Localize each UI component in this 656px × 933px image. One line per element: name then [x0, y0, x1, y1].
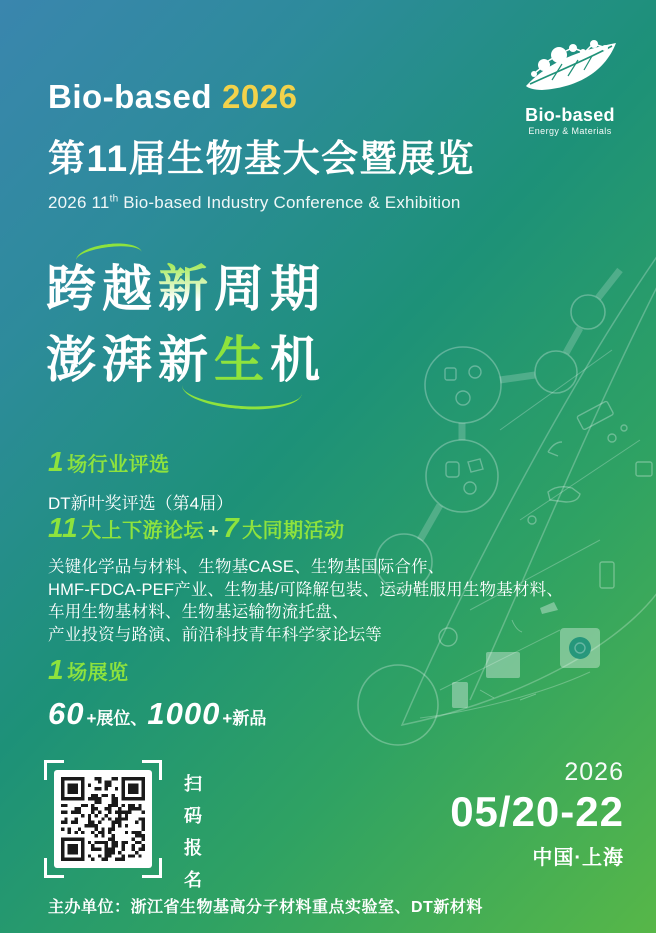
activities-count: 7: [223, 512, 240, 543]
scan-to-register-label: [184, 770, 203, 892]
header: [48, 78, 475, 213]
exhibition-count: 1: [48, 654, 65, 685]
scan-char: 报: [184, 838, 203, 858]
forums-topic-line: 产业投资与路演、前沿科技青年科学家论坛等: [48, 625, 382, 644]
award-heading: [48, 446, 233, 478]
award-heading-text: 场行业评选: [67, 454, 170, 476]
slogan-line1-accent: 新: [158, 261, 214, 317]
slogan-line2-accent: 生: [214, 332, 270, 388]
subtitle-prefix: 2026 11: [48, 193, 110, 212]
slogan-line2-a: 澎湃新: [46, 332, 214, 388]
slogan-line2-b: 机: [270, 332, 326, 388]
forums-topic-line: 车用生物基材料、生物基运输物流托盘、: [48, 603, 349, 621]
leaf-outline-decoration: [402, 255, 656, 725]
scan-char: 名: [184, 870, 203, 890]
exhibition-heading-text: 场展览: [67, 662, 129, 684]
forums-count: 11: [48, 512, 79, 543]
event-year: 2026: [564, 758, 624, 786]
molecule-chain-decoration: [358, 270, 620, 745]
brand-logo: [512, 32, 628, 136]
forums-topic-line: HMF-FDCA-PEF产业、生物基/可降解包装、运动鞋服用生物基材料、: [48, 580, 564, 599]
event-title-cn: 第11届生物基大会暨展览: [48, 138, 476, 179]
forums-topic-line: 关键化学品与材料、生物基CASE、生物基国际合作、: [48, 558, 445, 576]
product-label: +新品: [222, 709, 267, 728]
scan-char: 扫: [184, 774, 203, 794]
exhibition-stats: [48, 696, 266, 732]
section-award: [48, 446, 233, 514]
slogan-line1-b: 周期: [214, 261, 326, 317]
slogan-line1: [46, 254, 326, 325]
logo-name: Bio-based: [525, 105, 615, 125]
exhibition-heading: [48, 654, 266, 686]
event-dates: 05/20-22: [450, 788, 624, 835]
leaf-molecule-logo-icon: [518, 32, 622, 98]
slogan-line1-a: 跨越: [46, 261, 158, 317]
event-brand-title: [48, 78, 475, 116]
forums-heading-text: 大上下游论坛: [81, 520, 205, 542]
award-count: 1: [48, 446, 65, 477]
section-exhibition: [48, 654, 266, 732]
slogan: [46, 254, 326, 396]
booth-label: +展位、: [86, 709, 148, 728]
award-detail: DT新叶奖评选（第4届）: [48, 494, 234, 513]
forums-topic-list: [48, 556, 563, 646]
qr-code: [54, 770, 152, 868]
qr-registration-block: [44, 760, 162, 878]
section-forums: [48, 512, 563, 646]
event-location: 中国·上海: [532, 847, 624, 870]
event-date-block: [450, 758, 624, 870]
subtitle-suffix: Bio-based Industry Conference & Exhibition: [118, 193, 461, 212]
logo-tagline: Energy & Materials: [528, 126, 612, 136]
scan-char: 码: [184, 806, 203, 826]
organizer-line: 主办单位：浙江省生物基高分子材料重点实验室、DT新材料: [48, 899, 483, 916]
brand-year: 2026: [222, 78, 298, 115]
booth-count: 60: [48, 696, 85, 731]
forums-heading: [48, 512, 563, 544]
product-count: 1000: [147, 696, 221, 731]
subtitle-ordinal: th: [109, 193, 119, 205]
activities-heading-text: 大同期活动: [242, 520, 345, 542]
plus-sign: +: [208, 521, 220, 541]
brand-text: Bio-based: [48, 78, 213, 115]
event-subtitle-en: [48, 193, 475, 213]
